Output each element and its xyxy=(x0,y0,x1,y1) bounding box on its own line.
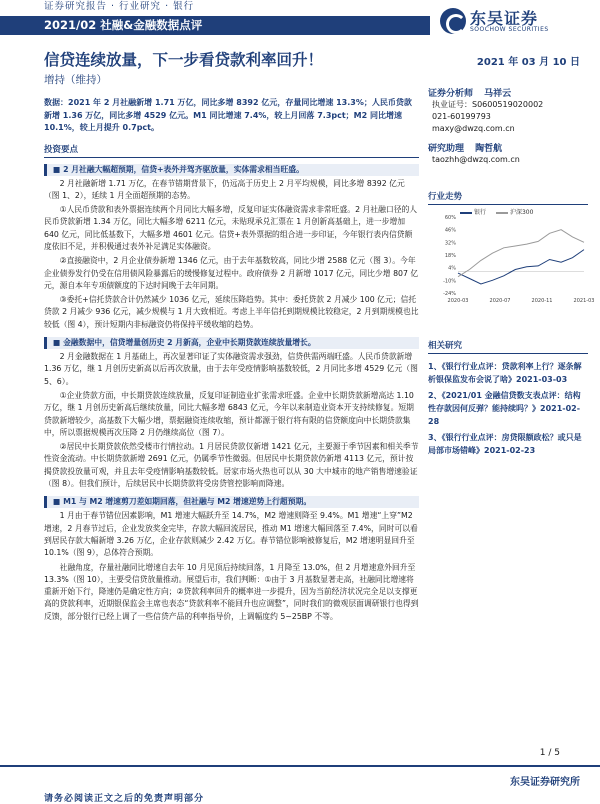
key-point: ■ 2 月社融大幅超预期，信贷+表外并驾齐驱放量，实体需求相当旺盛。 xyxy=(44,164,419,176)
report-category: 证券研究报告 · 行业研究 · 银行 xyxy=(44,1,195,12)
rating: 增持（维持） xyxy=(44,74,107,86)
trend-chart-svg xyxy=(428,207,595,307)
key-point: ■ M1 与 M2 增速剪刀差如期回落，但社融与 M2 增速逆势上行超预期。 xyxy=(44,496,419,508)
paragraph: ②直接融资中，2 月企业债券新增 1346 亿元，由于去年基数较高，同比少增 2588 亿元（图 3）。今年企业债券发行仍受在信用债风险暴露后的缓慢修复过程中。政府债券 2 月新增 1017 亿元，同比少增 807 亿元，源自本年专项债额度的下达时间晚于去年同期。 xyxy=(44,256,419,290)
y-tick-label: 32% xyxy=(444,240,456,247)
y-tick-label: -10% xyxy=(443,278,456,285)
summary: 数据：2021 年 2 月社融新增 1.71 万亿，同比多增 8392 亿元，存量同比增速 13.3%；人民币贷款新增 1.36 万亿，同比多增 4529 亿元。M1 同比增速 7.4%，较上月回落 7.3pct；M2 同比增速 10.1%，较上月提升 0.7pct。 xyxy=(44,98,412,132)
block-2 xyxy=(44,337,419,490)
analyst-role: 研究助理 xyxy=(428,144,465,154)
x-tick-label: 2020-07 xyxy=(489,298,511,304)
y-tick-label: 46% xyxy=(444,227,456,234)
analyst-name: 马祥云 xyxy=(484,89,512,99)
report-series-band: 2021/02 社融&金融数据点评 xyxy=(0,16,430,35)
series-line-hs300 xyxy=(458,230,584,277)
footer-divider xyxy=(0,765,600,767)
legend-bank: 银行 xyxy=(460,207,486,216)
series-line-bank xyxy=(458,250,584,284)
company-logo xyxy=(440,6,590,38)
logo-cn: 东吴证券 xyxy=(470,9,539,28)
related-item[interactable]: 1、《银行行业点评：贷款利率上行？逐条解析银保监发布会说了啥》2021-03-03 xyxy=(428,362,582,384)
block-3 xyxy=(44,496,419,623)
related-title: 相关研究 xyxy=(428,339,588,354)
trend-title: 行业走势 xyxy=(428,190,588,205)
paragraph: 社融角度，存量社融同比增速自去年 10 月见顶后持续回落，1 月降至 13.0%，但 2 月增速意外回升至 13.3%（图 10），主要受信贷放量推动。展望后市，我们判断：①由于 3 月基数显著走高，社融同比增速将重新开始下行，降速仍是确定性方向；②贷款利率回升的概率进一步提升，因为当前经济状况完全足以支撑更高的贷款利率，近期银保监会主席也表态“贷款利率不能回升也应调整”，同时我们的微观层面调研银行也得到反馈，部分银行已经上调了一些信贷产品的利率指导价，上调幅度约 5~25BP 不等。 xyxy=(44,562,419,621)
related-item[interactable]: 3、《银行行业点评：房贷限额政松？或只是局部市场错峰》2021-02-23 xyxy=(428,433,582,455)
analyst-name: 陶哲航 xyxy=(475,144,503,154)
chart-legend xyxy=(460,207,541,216)
analyst-phone: 021-60199793 xyxy=(432,112,491,121)
logo-en: SOOCHOW SECURITIES xyxy=(470,26,549,33)
paragraph: ①人民币贷款和表外票据连续两个月同比大幅多增，反复印证实体融资需求非常旺盛。2 月社融口径的人民币贷款新增 1.34 万亿，同比大幅多增 6211 亿元，未贴现承兑汇票在 1 月创新高基础上，进一步增加 640 亿元，同比低基数下，大幅多增 4601 亿元。信贷+表外票据的组合进一步印证，今年银行表内信贷额度依旧不足，并积极通过表外补足满足实体融资。 xyxy=(44,205,418,251)
footer-disclaimer: 请务必阅读正文之后的免责声明部分 xyxy=(44,794,205,804)
related-item[interactable]: 2、《2021/01 金融信贷数支表点评：结构性存款因何反弹？能持续吗？》2021-02-28 xyxy=(428,391,581,426)
section-label: 投资要点 xyxy=(44,143,419,158)
analyst-1 xyxy=(428,86,588,135)
x-tick-label: 2020-03 xyxy=(447,298,469,304)
analyst-email[interactable]: taozhh@dwzq.com.cn xyxy=(432,155,520,164)
legend-hs300: 沪深300 xyxy=(496,207,533,216)
analyst-email[interactable]: maxy@dwzq.com.cn xyxy=(432,124,515,133)
trend-chart xyxy=(428,207,595,307)
y-tick-label: 18% xyxy=(444,253,456,259)
analyst-role: 证券分析师 xyxy=(428,89,474,99)
side-column xyxy=(428,80,595,457)
logo-mark-icon xyxy=(440,8,466,34)
paragraph: ②居民中长期贷款依然受楼市行情拉动。1 月居民贷款仅新增 1421 亿元，主要源于季节因素和相关季节性资金流动。中长期贷款新增 2691 亿元，仍属季节性微弱。但居民中长期贷款仍新增 4113 亿元，预计按揭贷款投放量可观，并且去年受疫情影响基数较低。居家市场火热也可以从 30 大中城市的地产销售增速验证（图 8）。但我们预计，后续居民中长期贷款将受房贷管控影响而降速。 xyxy=(44,442,419,489)
y-tick-label: 4% xyxy=(448,265,456,272)
analyst-2 xyxy=(428,141,588,166)
key-point: ■ 金融数据中，信贷增量创历史 2 月新高，企业中长期贷款连续放量增长。 xyxy=(44,337,419,349)
paragraph: ③委托+信托贷款合计仍然减少 1036 亿元，延续压降趋势。其中：委托贷款 2 月减少 100 亿元；信托贷款 2 月减少 936 亿元，减少规模与 1 月大致相近。考虑上半年信托到期规模比较稳定，2 月到期规模也比较低（图 4），预计短期内非标融资仍将保持平缓收缩的趋势。 xyxy=(44,295,419,329)
report-title: 信贷连续放量，下一步看贷款利率回升！ xyxy=(44,51,324,69)
x-tick-label: 2020-11 xyxy=(531,298,553,304)
paragraph: 2 月金融数据在 1 月基础上，再次显著印证了实体融资需求强劲，信贷供需两端旺盛。人民币贷款新增 1.36 万亿，继 1 月创历史新高以后再次放量，由于去年受疫情影响基数较低，2 月同比多增 4529 亿元（图 5、6）。 xyxy=(44,352,418,386)
paragraph: ①企业贷款方面，中长期贷款连续放量，反复印证制造业扩张需求旺盛。企业中长期贷款新增高达 1.10 万亿，继 1 月创历史新高后继续放量，同比大幅多增 6843 亿元，今年以来制造业资本开支持续修复。短期贷款新增较少，高基数下大幅少增，票据融资连续收缩，预计都源于银行将有限的信贷额度向中长期贷款集中，所以票据规模再次压降 2 月仍继续高位（图 7）。 xyxy=(44,390,414,437)
x-tick-label: 2021-03 xyxy=(573,298,595,304)
analyst-license: 执业证号：S0600519020002 xyxy=(432,100,544,109)
block-1 xyxy=(44,164,419,332)
page-number: 1 / 5 xyxy=(539,748,560,758)
report-date: 2021 年 03 月 10 日 xyxy=(476,57,580,68)
related-list xyxy=(428,360,588,457)
y-tick-label: 60% xyxy=(444,215,456,221)
paragraph: 1 月由于春节错位因素影响，M1 增速大幅跃升至 14.7%，M2 增速则降至 9.4%。M1 增速“上穿”M2 增速，2 月春节过后，企业发放奖金完毕，存款大幅回流居民，推动 M1 增速大幅回落至 7.4%，同时可以看到居民存款大幅新增 3.26 万亿，企业存款则减少 2.42 万亿。春节错位影响被修复后，M2 增速明显回升至 10.1%（图 9），总体符合预期。 xyxy=(44,511,418,558)
paragraph: 2 月社融新增 1.71 万亿，在春节错期背景下，仍远高于历史上 2 月平均规模，同比多增 8392 亿元（图 1、2），延续 1 月全面超预期的态势。 xyxy=(44,178,405,200)
y-tick-label: -24% xyxy=(443,291,456,297)
main-column xyxy=(44,97,419,623)
footer-org: 东吴证券研究所 xyxy=(510,777,580,788)
